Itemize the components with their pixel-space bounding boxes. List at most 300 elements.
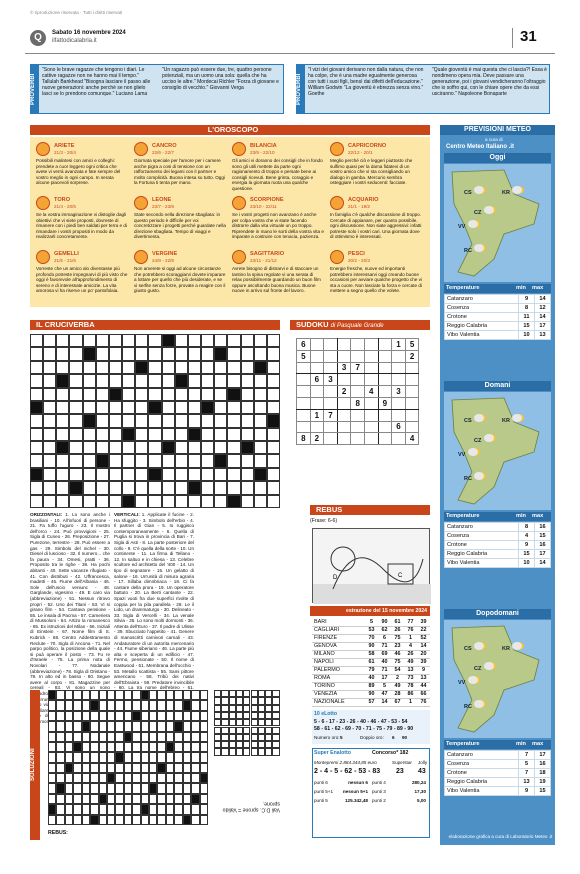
crossword-cell[interactable] [109, 468, 122, 481]
crossword-cell[interactable] [135, 388, 148, 401]
crossword-cell[interactable] [254, 347, 267, 360]
solution-cell [200, 815, 208, 825]
crossword-cell[interactable] [162, 388, 175, 401]
crossword-cell[interactable] [83, 428, 96, 441]
crossword-cell[interactable] [188, 347, 201, 360]
sudoku-cell[interactable] [297, 374, 311, 386]
sudoku-cell[interactable] [337, 339, 351, 351]
crossword-cell[interactable] [175, 401, 188, 414]
crossword-cell[interactable] [69, 374, 82, 387]
crossword-cell[interactable] [122, 441, 135, 454]
sudoku-cell[interactable] [310, 339, 324, 351]
crossword-cell[interactable] [162, 481, 175, 494]
sudoku-cell[interactable] [337, 421, 351, 433]
copyright-tagline: © riproduzione riservata · Tutti i diritti riservati [30, 10, 123, 15]
sudoku-cell[interactable] [337, 397, 351, 409]
crossword-cell[interactable] [188, 401, 201, 414]
crossword-cell[interactable] [148, 388, 161, 401]
crossword-cell[interactable] [254, 414, 267, 427]
crossword-cell[interactable] [267, 374, 280, 387]
crossword-cell[interactable] [188, 361, 201, 374]
sudoku-cell[interactable] [351, 409, 365, 421]
crossword-cell[interactable] [56, 495, 69, 508]
crossword-cell[interactable] [267, 361, 280, 374]
crossword-cell[interactable] [254, 428, 267, 441]
sudoku-cell[interactable] [297, 362, 311, 374]
sudoku-cell[interactable] [351, 386, 365, 398]
verticali-label: VERTICALI: [114, 512, 140, 517]
crossword-cell[interactable] [96, 388, 109, 401]
crossword-cell[interactable] [135, 428, 148, 441]
sudoku-cell[interactable] [310, 421, 324, 433]
crossword-cell[interactable] [109, 441, 122, 454]
crossword-cell[interactable] [227, 454, 240, 467]
solution-cell [191, 700, 199, 710]
crossword-cell[interactable] [227, 347, 240, 360]
crossword-cell[interactable] [109, 374, 122, 387]
crossword-cell[interactable] [227, 401, 240, 414]
crossword-cell[interactable] [56, 414, 69, 427]
sudoku-cell[interactable] [364, 350, 378, 362]
crossword-cell[interactable] [162, 468, 175, 481]
crossword-cell[interactable] [201, 428, 214, 441]
sudoku-cell[interactable] [337, 374, 351, 386]
crossword-cell[interactable] [214, 428, 227, 441]
sudoku-cell[interactable] [405, 397, 419, 409]
sudoku-cell[interactable] [297, 409, 311, 421]
sudoku-cell[interactable] [297, 421, 311, 433]
crossword-cell[interactable] [43, 414, 56, 427]
crossword-cell[interactable] [267, 347, 280, 360]
sudoku-cell: 2 [337, 386, 351, 398]
sudoku-cell[interactable] [310, 362, 324, 374]
sudoku-cell[interactable] [364, 397, 378, 409]
sudoku-cell[interactable] [392, 350, 406, 362]
crossword-cell[interactable] [175, 347, 188, 360]
crossword-cell[interactable] [56, 401, 69, 414]
crossword-cell[interactable] [241, 495, 254, 508]
crossword-cell[interactable] [201, 361, 214, 374]
crossword-cell[interactable] [109, 347, 122, 360]
crossword-cell[interactable] [122, 468, 135, 481]
crossword-cell[interactable] [162, 401, 175, 414]
crossword-cell[interactable] [30, 361, 43, 374]
sudoku-cell[interactable] [364, 433, 378, 445]
crossword-cell[interactable] [56, 468, 69, 481]
crossword-cell[interactable] [241, 428, 254, 441]
crossword-cell[interactable] [241, 347, 254, 360]
crossword-cell[interactable] [227, 468, 240, 481]
crossword-cell[interactable] [30, 481, 43, 494]
crossword-cell[interactable] [122, 361, 135, 374]
crossword-cell[interactable] [96, 347, 109, 360]
crossword-cell[interactable] [43, 361, 56, 374]
crossword-cell[interactable] [201, 495, 214, 508]
sign-date: 24/8 - 22/9 [152, 258, 174, 263]
crossword-cell[interactable] [254, 401, 267, 414]
crossword-cell[interactable] [109, 481, 122, 494]
crossword-cell[interactable] [69, 428, 82, 441]
crossword-cell[interactable] [254, 495, 267, 508]
sudoku-cell[interactable] [310, 350, 324, 362]
crossword-cell[interactable] [109, 414, 122, 427]
crossword-cell[interactable] [96, 481, 109, 494]
crossword-cell[interactable] [188, 495, 201, 508]
sudoku-cell[interactable] [324, 350, 338, 362]
crossword-cell[interactable] [69, 347, 82, 360]
crossword-cell[interactable] [109, 454, 122, 467]
crossword-cell[interactable] [188, 468, 201, 481]
crossword-cell[interactable] [122, 481, 135, 494]
sudoku-cell[interactable] [351, 339, 365, 351]
proverbi-tag: PROVERBI [296, 64, 305, 114]
sudoku-cell[interactable] [378, 433, 392, 445]
crossword-cell[interactable] [135, 401, 148, 414]
crossword-cell[interactable] [135, 481, 148, 494]
crossword-cell[interactable] [69, 401, 82, 414]
crossword-cell[interactable] [267, 388, 280, 401]
sudoku-cell[interactable] [351, 433, 365, 445]
sudoku-cell[interactable] [324, 397, 338, 409]
crossword-cell[interactable] [162, 454, 175, 467]
crossword-cell[interactable] [30, 495, 43, 508]
solution-cell [166, 700, 174, 710]
crossword-cell[interactable] [227, 374, 240, 387]
crossword-cell[interactable] [109, 428, 122, 441]
sudoku-cell[interactable] [324, 386, 338, 398]
crossword-cell[interactable] [214, 361, 227, 374]
crossword-cell[interactable] [188, 388, 201, 401]
crossword-cell[interactable] [56, 347, 69, 360]
solution-cell [200, 783, 208, 793]
crossword-cell[interactable] [30, 441, 43, 454]
crossword-cell[interactable] [227, 414, 240, 427]
sudoku-cell[interactable] [378, 374, 392, 386]
crossword-cell[interactable] [69, 361, 82, 374]
crossword-cell[interactable] [175, 441, 188, 454]
crossword-cell[interactable] [69, 388, 82, 401]
crossword-cell[interactable] [175, 495, 188, 508]
crossword-cell[interactable] [241, 374, 254, 387]
crossword-cell[interactable] [188, 414, 201, 427]
sudoku-cell[interactable] [364, 362, 378, 374]
crossword-cell[interactable] [148, 361, 161, 374]
crossword-cell[interactable] [83, 388, 96, 401]
crossword-cell[interactable] [96, 414, 109, 427]
solution-cell [200, 752, 208, 762]
crossword-cell[interactable] [83, 495, 96, 508]
sudoku-cell[interactable] [405, 362, 419, 374]
crossword-cell[interactable] [96, 361, 109, 374]
crossword-cell[interactable] [56, 388, 69, 401]
crossword-cell[interactable] [56, 361, 69, 374]
crossword-cell[interactable] [43, 401, 56, 414]
crossword-cell[interactable] [254, 334, 267, 347]
crossword-cell[interactable] [214, 334, 227, 347]
crossword-cell[interactable] [175, 428, 188, 441]
crossword-cell[interactable] [96, 374, 109, 387]
crossword-cell[interactable] [148, 454, 161, 467]
crossword-cell[interactable] [267, 428, 280, 441]
sudoku-cell[interactable] [378, 421, 392, 433]
crossword-cell[interactable] [241, 361, 254, 374]
crossword-cell[interactable] [83, 401, 96, 414]
crossword-cell[interactable] [148, 374, 161, 387]
crossword-cell[interactable] [267, 334, 280, 347]
sudoku-cell[interactable] [378, 386, 392, 398]
crossword-cell[interactable] [83, 454, 96, 467]
crossword-cell[interactable] [162, 495, 175, 508]
sudoku-cell[interactable] [405, 374, 419, 386]
lotto-number: 46 [391, 650, 404, 658]
crossword-cell[interactable] [122, 347, 135, 360]
crossword-cell[interactable] [109, 361, 122, 374]
crossword-cell[interactable] [201, 441, 214, 454]
crossword-cell[interactable] [69, 454, 82, 467]
crossword-cell[interactable] [122, 414, 135, 427]
crossword-cell[interactable] [267, 441, 280, 454]
crossword-cell[interactable] [227, 334, 240, 347]
crossword-cell[interactable] [175, 361, 188, 374]
crossword-cell[interactable] [241, 468, 254, 481]
crossword-cell[interactable] [148, 334, 161, 347]
crossword-cell[interactable] [201, 334, 214, 347]
sudoku-cell[interactable] [337, 350, 351, 362]
temperature-header [444, 512, 551, 521]
sudoku-cell[interactable] [378, 409, 392, 421]
crossword-cell[interactable] [56, 481, 69, 494]
crossword-cell[interactable] [188, 454, 201, 467]
crossword-cell[interactable] [201, 468, 214, 481]
sudoku-cell[interactable] [324, 433, 338, 445]
crossword-cell[interactable] [148, 414, 161, 427]
svg-text:C: C [398, 573, 403, 579]
crossword-cell[interactable] [43, 347, 56, 360]
crossword-cell[interactable] [175, 414, 188, 427]
sudoku-cell[interactable] [405, 386, 419, 398]
crossword-cell[interactable] [96, 468, 109, 481]
crossword-cell[interactable] [148, 441, 161, 454]
crossword-cell[interactable] [43, 428, 56, 441]
crossword-cell[interactable] [56, 454, 69, 467]
crossword-cell[interactable] [43, 495, 56, 508]
sudoku-cell[interactable] [364, 421, 378, 433]
crossword-cell[interactable] [83, 374, 96, 387]
crossword-cell[interactable] [83, 481, 96, 494]
crossword-cell[interactable] [43, 468, 56, 481]
crossword-cell[interactable] [43, 454, 56, 467]
crossword-cell[interactable] [214, 401, 227, 414]
crossword-cell[interactable] [43, 334, 56, 347]
crossword-cell[interactable] [267, 495, 280, 508]
crossword-cell[interactable] [175, 388, 188, 401]
crossword-cell[interactable] [135, 347, 148, 360]
crossword-cell[interactable] [30, 347, 43, 360]
crossword-cell[interactable] [201, 454, 214, 467]
sudoku-cell[interactable] [392, 397, 406, 409]
crossword-cell[interactable] [30, 428, 43, 441]
sudoku-cell: 4 [364, 386, 378, 398]
sudoku-cell[interactable] [324, 421, 338, 433]
crossword-cell[interactable] [188, 441, 201, 454]
crossword-cell[interactable] [254, 481, 267, 494]
crossword-cell[interactable] [109, 334, 122, 347]
sudoku-cell[interactable] [392, 374, 406, 386]
sudoku-cell[interactable] [378, 362, 392, 374]
crossword-cell[interactable] [241, 388, 254, 401]
crossword-cell[interactable] [241, 334, 254, 347]
crossword-cell[interactable] [122, 334, 135, 347]
sudoku-cell[interactable] [392, 362, 406, 374]
crossword-cell[interactable] [43, 441, 56, 454]
crossword-cell[interactable] [214, 468, 227, 481]
crossword-cell[interactable] [148, 347, 161, 360]
crossword-cell[interactable] [267, 401, 280, 414]
crossword-cell[interactable] [30, 388, 43, 401]
sudoku-cell[interactable] [364, 339, 378, 351]
crossword-cell[interactable] [56, 428, 69, 441]
crossword-cell[interactable] [30, 454, 43, 467]
crossword-cell[interactable] [96, 401, 109, 414]
sudoku-cell[interactable] [324, 339, 338, 351]
crossword-cell[interactable] [69, 468, 82, 481]
crossword-cell[interactable] [254, 374, 267, 387]
sudoku-cell[interactable] [310, 386, 324, 398]
sudoku-cell[interactable] [351, 421, 365, 433]
crossword-cell[interactable] [135, 334, 148, 347]
crossword-cell[interactable] [83, 361, 96, 374]
crossword-cell[interactable] [227, 481, 240, 494]
solution-cell [56, 700, 64, 710]
crossword-cell[interactable] [122, 401, 135, 414]
crossword-cell[interactable] [69, 334, 82, 347]
crossword-cell[interactable] [175, 454, 188, 467]
website[interactable]: ilfattodicalabria.it [52, 38, 97, 44]
crossword-cell[interactable] [96, 428, 109, 441]
crossword-cell[interactable] [175, 334, 188, 347]
crossword-cell[interactable] [69, 414, 82, 427]
crossword-cell[interactable] [227, 428, 240, 441]
crossword-cell[interactable] [83, 441, 96, 454]
crossword-cell[interactable] [241, 481, 254, 494]
crossword-cell[interactable] [267, 468, 280, 481]
crossword-cell[interactable] [56, 334, 69, 347]
crossword-cell[interactable] [241, 414, 254, 427]
crossword-cell[interactable] [267, 481, 280, 494]
crossword-cell[interactable] [214, 495, 227, 508]
crossword-cell[interactable] [96, 441, 109, 454]
crossword-cell[interactable] [175, 468, 188, 481]
crossword-cell[interactable] [96, 334, 109, 347]
sudoku-cell[interactable] [337, 433, 351, 445]
crossword-cell[interactable] [122, 374, 135, 387]
crossword-cell[interactable] [201, 374, 214, 387]
crossword-cell[interactable] [109, 495, 122, 508]
sudoku-cell[interactable] [337, 409, 351, 421]
crossword-cell[interactable] [122, 388, 135, 401]
crossword-cell[interactable] [30, 374, 43, 387]
crossword-cell[interactable] [148, 481, 161, 494]
sudoku-cell[interactable] [310, 397, 324, 409]
crossword-cell[interactable] [83, 468, 96, 481]
sudoku-cell[interactable] [297, 397, 311, 409]
sudoku-cell[interactable] [378, 339, 392, 351]
crossword-cell[interactable] [201, 481, 214, 494]
crossword-cell[interactable] [201, 388, 214, 401]
sudoku-cell[interactable] [364, 374, 378, 386]
crossword-cell[interactable] [214, 414, 227, 427]
solution-sudoku-cell [229, 727, 236, 734]
crossword-cell[interactable] [254, 454, 267, 467]
crossword-cell[interactable] [135, 374, 148, 387]
solution-cell [166, 742, 174, 752]
crossword-cell[interactable] [214, 441, 227, 454]
crossword-cell[interactable] [162, 414, 175, 427]
crossword-cell[interactable] [135, 414, 148, 427]
crossword-cell[interactable] [254, 441, 267, 454]
sudoku-cell[interactable] [405, 421, 419, 433]
crossword-cell[interactable] [69, 441, 82, 454]
crossword-cell[interactable] [148, 428, 161, 441]
crossword-cell[interactable] [188, 334, 201, 347]
sudoku-cell[interactable] [351, 350, 365, 362]
crossword-cell[interactable] [30, 334, 43, 347]
crossword-cell[interactable] [254, 388, 267, 401]
crossword-cell[interactable] [201, 414, 214, 427]
crossword-cell[interactable] [96, 495, 109, 508]
sudoku-cell[interactable] [351, 374, 365, 386]
crossword-cell[interactable] [162, 361, 175, 374]
crossword-cell[interactable] [122, 454, 135, 467]
crossword-cell[interactable] [241, 401, 254, 414]
crossword-cell[interactable] [267, 454, 280, 467]
crossword-cell[interactable] [30, 414, 43, 427]
crossword-cell[interactable] [69, 495, 82, 508]
crossword-cell[interactable] [43, 374, 56, 387]
crossword-cell[interactable] [214, 374, 227, 387]
crossword-cell[interactable] [162, 347, 175, 360]
crossword-cell[interactable] [175, 481, 188, 494]
crossword-cell[interactable] [162, 428, 175, 441]
crossword-cell[interactable] [109, 401, 122, 414]
crossword-cell[interactable] [43, 481, 56, 494]
crossword-cell[interactable] [43, 388, 56, 401]
crossword-cell[interactable] [83, 334, 96, 347]
sudoku-cell[interactable] [378, 350, 392, 362]
crossword-cell[interactable] [162, 374, 175, 387]
crossword-cell[interactable] [214, 481, 227, 494]
sudoku-cell[interactable] [324, 362, 338, 374]
crossword-cell[interactable] [201, 347, 214, 360]
sudoku-cell[interactable] [364, 409, 378, 421]
sudoku-cell[interactable] [392, 409, 406, 421]
sudoku-cell[interactable] [297, 386, 311, 398]
crossword-cell[interactable] [227, 361, 240, 374]
crossword-cell[interactable] [214, 388, 227, 401]
sudoku-cell[interactable] [392, 433, 406, 445]
crossword-cell[interactable] [135, 468, 148, 481]
crossword-cell[interactable] [135, 441, 148, 454]
crossword-cell[interactable] [135, 454, 148, 467]
crossword-cell[interactable] [241, 454, 254, 467]
crossword-cell[interactable] [148, 495, 161, 508]
sudoku-cell[interactable] [405, 409, 419, 421]
crossword-cell[interactable] [135, 495, 148, 508]
solution-cell [107, 752, 115, 762]
crossword-cell[interactable] [188, 374, 201, 387]
lotto-number: 71 [378, 642, 391, 650]
crossword-cell[interactable] [227, 441, 240, 454]
